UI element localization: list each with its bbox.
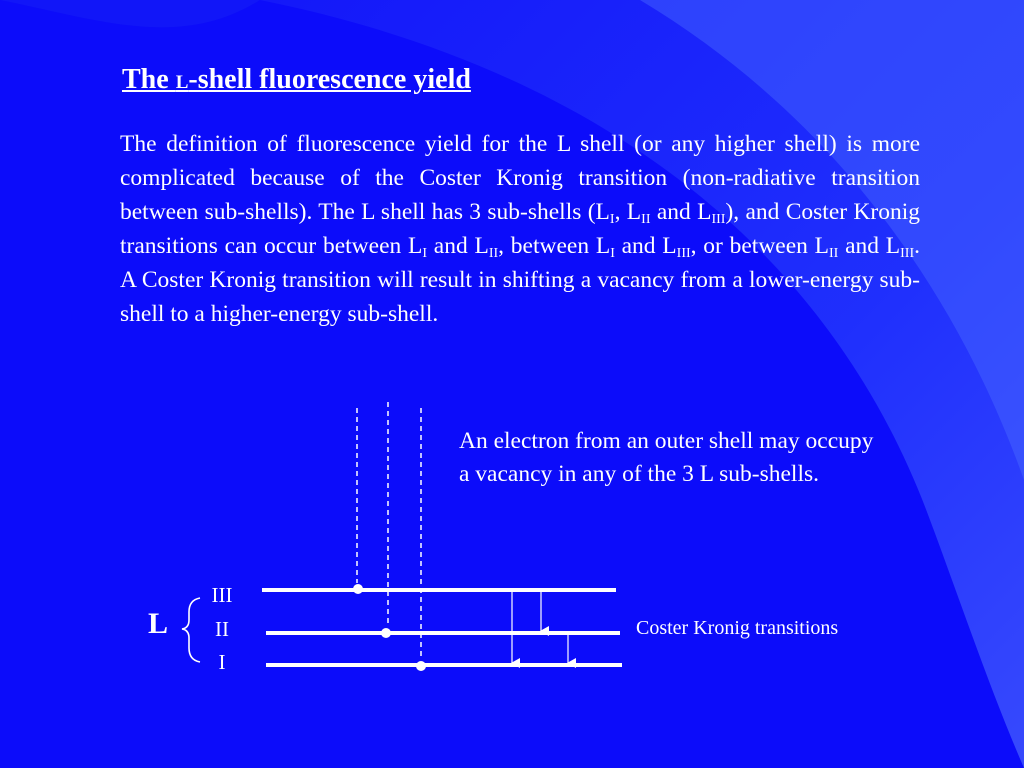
subshell-label-I: I	[218, 650, 226, 674]
vacancy-dot-I	[416, 661, 426, 671]
definition-paragraph: The definition of fluorescence yield for the L shell (or any higher shell) is more complicated because of the Coster Kronig transition (non-radiative transition between sub-shells). The L shell has 3 sub-shells ($L_I$, $L_{II}$ and $L_{III}$), and Coster Kronig transitions can occur between $L_I$ and $L_{II}$, between $L_I$ and $L_{III}$, or between $L_{II}$ and $L_{III}$. A Coster Kronig transition will result in shifting a vacancy from a lower-energy sub-shell to a higher-energy sub-shell.	[120, 131, 921, 327]
shell-label: L	[148, 607, 169, 640]
coster-kronig-label: Coster Kronig transitions	[636, 617, 839, 639]
vacancy-dot-III	[353, 584, 363, 594]
subshell-brace	[182, 598, 200, 662]
vacancy-dot-II	[381, 628, 391, 638]
subshell-label-II: II	[215, 617, 229, 641]
electron-vacancy-note: An electron from an outer shell may occupy a vacancy in any of the 3 L sub-shells.	[459, 428, 874, 487]
page-title: The L-shell fluorescence yield	[122, 64, 471, 95]
subshell-label-III: III	[211, 583, 233, 607]
